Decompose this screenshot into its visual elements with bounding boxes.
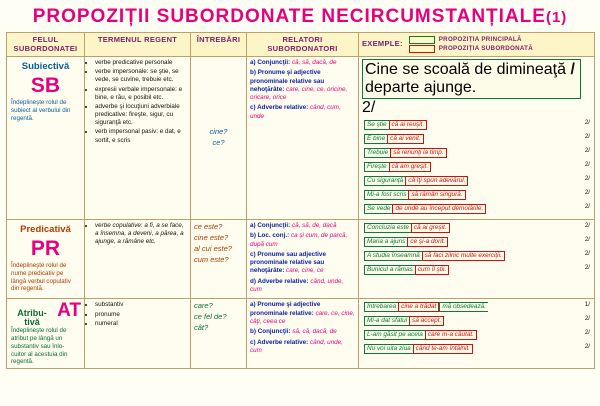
table-header-row [7, 33, 595, 57]
row-predicativa-regent [85, 220, 191, 299]
question-item: ce fel de? [194, 312, 227, 322]
example-line [362, 329, 591, 341]
example-line [362, 133, 591, 145]
question-item: cât? [194, 323, 209, 333]
column-header-termen-regent: TERMENUL REGENT [85, 33, 191, 57]
example-boxed: Cine se scoală de dimineaţă / departe ajunge. [362, 59, 581, 99]
example-mark: 2/ [584, 264, 590, 271]
question-item: cum este? [194, 254, 229, 264]
example-main-clause: Concluzia este [364, 223, 411, 233]
subordinate-clauses-table [6, 32, 595, 369]
row-predicativa-relatori [247, 220, 359, 299]
row-atributiva-regent [85, 299, 191, 369]
example-main-clause: Bunicul a rămas [364, 265, 415, 275]
example-mark: 2/ [584, 175, 590, 182]
example-sub-clause: că ai venit. [387, 134, 424, 144]
relator-words: care, cine, ce [286, 267, 324, 275]
relator-label: b) Conjuncţii: [250, 328, 291, 336]
legend-item-sub [409, 45, 533, 53]
example-main-clause: Întrebarea [364, 302, 398, 312]
relator-label: c) Adverbe relative: [250, 338, 309, 346]
row-subiectiva-relatori [247, 57, 359, 220]
example-line [362, 264, 591, 276]
example-main-clause: Mi-a fost scris [364, 190, 408, 200]
relator-label: c) Adverbe relative: [250, 104, 309, 112]
relator-label: a) Pronume şi adjective pronominale relative: [250, 301, 321, 317]
table-row [7, 220, 595, 299]
relator-label: b) Pronume şi adjective pronominale relative sau nehoţărâte: [250, 69, 325, 93]
relator-label: c) Pronume sau adjective pronominale relative sau nehoţărâte: [250, 250, 326, 275]
row-subiectiva-examples [359, 57, 595, 220]
example-mark: 2/ [584, 133, 590, 140]
table-row [7, 57, 595, 220]
example-line [362, 175, 591, 187]
relator-label: d) Adverbe relative: [250, 277, 309, 285]
relator-words: care, cine, ce, oricine, oricare, orice [250, 85, 348, 102]
regent-item: • pronume [95, 311, 187, 319]
relator-label: a) Conjuncţii: [250, 222, 291, 229]
relator-label: a) Conjuncţii: [250, 59, 291, 66]
example-sub-clause: să rămân singură. [408, 190, 465, 200]
table-row [7, 299, 595, 369]
relator-group [250, 251, 355, 276]
example-sub-clause: cum îl ştii. [415, 265, 449, 275]
example-sub-clause: să faci zilnic multe exerciţii. [422, 251, 505, 261]
example-line [362, 301, 591, 313]
clause-kind-label: Atribu- tivă [17, 308, 47, 328]
example-main-clause: A studia înseamnă [364, 251, 422, 261]
example-sub-clause: de unde au început demolările. [392, 204, 486, 214]
example-main-clause: Trebuie [364, 148, 390, 158]
question-item: care? [194, 301, 213, 311]
page-title [0, 0, 600, 32]
row-subiectiva-regent [85, 57, 191, 220]
example-main-clause: Nu voi uita ziua [364, 344, 413, 354]
example-main-clause: Se vede [364, 204, 392, 214]
relator-words: care, ce, cine, câţi, ceea ce [250, 309, 355, 325]
example-main-clause: L-am găsit pe acela [364, 330, 425, 340]
column-header-exemple [359, 33, 595, 57]
example-line [362, 222, 591, 234]
example-mark: 2/ [584, 343, 590, 351]
question-item: ce este? [194, 222, 223, 231]
relator-words: că, să, dacă, de [291, 59, 337, 66]
example-sub-clause: că am greşit. [389, 162, 432, 172]
example-line [362, 203, 591, 215]
clause-kind-label: Subiectivă [21, 61, 70, 72]
example-main-clause: Cu siguranţă [364, 176, 405, 186]
example-sub-clause: să accept. [409, 316, 444, 326]
example-sub-clause: când te-am întâlnit. [413, 344, 473, 354]
regent-item: • verb impersonal pasiv: e dat, e sortit, e scris [95, 128, 187, 144]
example-line [362, 250, 591, 262]
relator-words: când, cum, unde [250, 104, 341, 120]
example-line [362, 343, 591, 355]
example-line [362, 119, 591, 131]
legend-label-sub: PROPOZIȚIA SUBORDONATĂ [438, 45, 534, 53]
relator-group [250, 222, 355, 230]
example-main-clause: Se ştie [364, 120, 389, 130]
question-item: ce? [212, 138, 225, 147]
relator-words: ca şi cum, de parcă, după cum [250, 232, 348, 248]
row-atributiva-examples [359, 299, 595, 369]
example-line [362, 147, 591, 159]
row-atributiva-type [7, 299, 85, 369]
legend-item-main [409, 36, 533, 44]
example-line [362, 315, 591, 327]
row-atributiva-questions [191, 299, 247, 369]
example-main-clause: Cine se scoală de dimineaţă [365, 61, 567, 78]
regent-item: • verbe impersonale: se ştie, se vede, se cuvine, trebuie etc. [95, 68, 187, 84]
example-mark: 2/ [584, 329, 590, 337]
relator-label: b) Loc. conj.: [250, 232, 290, 240]
row-predicativa-examples [359, 220, 595, 299]
row-predicativa-questions [191, 220, 247, 299]
example-line [362, 189, 591, 201]
example-sub-clause: cine a trădat [398, 302, 439, 312]
column-header-intrebari: ÎNTREBĂRI [191, 33, 247, 57]
legend-swatch-sub [409, 45, 435, 53]
example-main-clause: E bine [364, 134, 387, 144]
clause-kind-wrap [10, 301, 81, 327]
example-main-clause-tail: mă obsedează. [439, 302, 488, 312]
example-mark: 2/ [584, 203, 590, 210]
example-main-clause: Maria a ajuns [364, 237, 407, 247]
legend-label-main: PROPOZIȚIA PRINCIPALĂ [438, 36, 522, 44]
regent-item: • expresii verbale impersonale: e bine, e rău, e posibil etc. [95, 86, 187, 102]
regent-item: • verbe copulative: a fi, a se face, a însemna, a deveni, a părea, a ajunge, a rămâne etc. [95, 222, 187, 247]
example-line [362, 236, 591, 248]
example-sub-clause: să renunţi la timp. [390, 148, 446, 158]
title-number: (1) [545, 9, 568, 26]
question-item: al cui este? [194, 243, 232, 253]
clause-abbr: SB [30, 74, 61, 97]
example-mark: 2/ [584, 236, 590, 243]
regent-item: • adverbe şi locuţiuni adverbiale predicative: fireşte, sigur, cu siguranţă etc. [95, 103, 187, 128]
relator-words: să, că, dacă, de [292, 328, 337, 336]
example-mark: 2/ [584, 250, 590, 257]
clause-abbr: AT [57, 300, 81, 322]
legend-swatch-main [409, 36, 435, 44]
clause-kind-label: Predicativă [20, 224, 71, 235]
example-sub-clause: care m-a căutat. [425, 330, 477, 340]
clause-description: Îndeplineşte rolul de nume predicativ pe lângă verbul copulativ din regentă. [11, 262, 71, 293]
relator-group [250, 104, 355, 121]
relator-group [250, 301, 355, 326]
relator-group [250, 59, 355, 67]
relator-group [250, 328, 355, 336]
example-sub-clause: că ai greşit. [411, 223, 450, 233]
row-subiectiva-questions [191, 57, 247, 220]
example-mark: 2/ [362, 99, 376, 116]
relator-words: când, unde, cum [250, 338, 343, 354]
example-line [362, 161, 591, 173]
example-line [362, 59, 591, 117]
relator-group [250, 339, 355, 356]
relator-group [250, 69, 355, 102]
example-mark: 2/ [584, 161, 590, 168]
example-main-clause: Fireşte [364, 162, 389, 172]
regent-item: • numeral [95, 320, 187, 328]
title-text: PROPOZIȚII SUBORDONATE NECIRCUMSTANȚIALE [32, 6, 546, 27]
relator-group [250, 278, 355, 295]
example-mark: 1/ [584, 301, 590, 309]
legend-title: EXEMPLE: [362, 39, 403, 49]
clause-description: Îndeplineşte rolul de subiect al verbului din regentă. [11, 99, 71, 122]
clause-abbr: PR [30, 237, 61, 260]
row-predicativa-type [7, 220, 85, 299]
question-item: cine? [209, 127, 228, 137]
regent-item: • verbe predicative personale [95, 59, 187, 67]
example-sub-clause: departe ajunge. [365, 79, 477, 96]
example-sub-clause: că ai reuşit. [389, 120, 428, 130]
row-atributiva-relatori [247, 299, 359, 369]
clause-description: Îndeplineşte rolul de atribut pe lângă un substantiv sau înlo- cuitor al acestuia din regentă. [11, 327, 68, 366]
relator-words: că, să, de, dacă [291, 222, 337, 229]
example-mark: 2/ [584, 119, 590, 126]
example-mark: 2/ [584, 189, 590, 196]
example-mark: 2/ [584, 315, 590, 323]
example-mark: 2/ [584, 147, 590, 154]
relator-words: când, unde, cum [250, 277, 344, 294]
example-main-clause: Mi-a dat sfatul [364, 316, 409, 326]
example-mark: 2/ [584, 222, 590, 229]
regent-item: • substantiv [95, 301, 187, 309]
question-item: cine este? [194, 232, 229, 242]
example-sub-clause: ce şi-a dorit. [407, 237, 448, 247]
relator-group [250, 232, 355, 249]
example-sub-clause: că îţi spun adevărul. [405, 176, 468, 186]
column-header-relatori: RELATORI SUBORDONATORI [247, 33, 359, 57]
row-subiectiva-type [7, 57, 85, 220]
column-header-felul: FELUL SUBORDONATEI [7, 33, 85, 57]
